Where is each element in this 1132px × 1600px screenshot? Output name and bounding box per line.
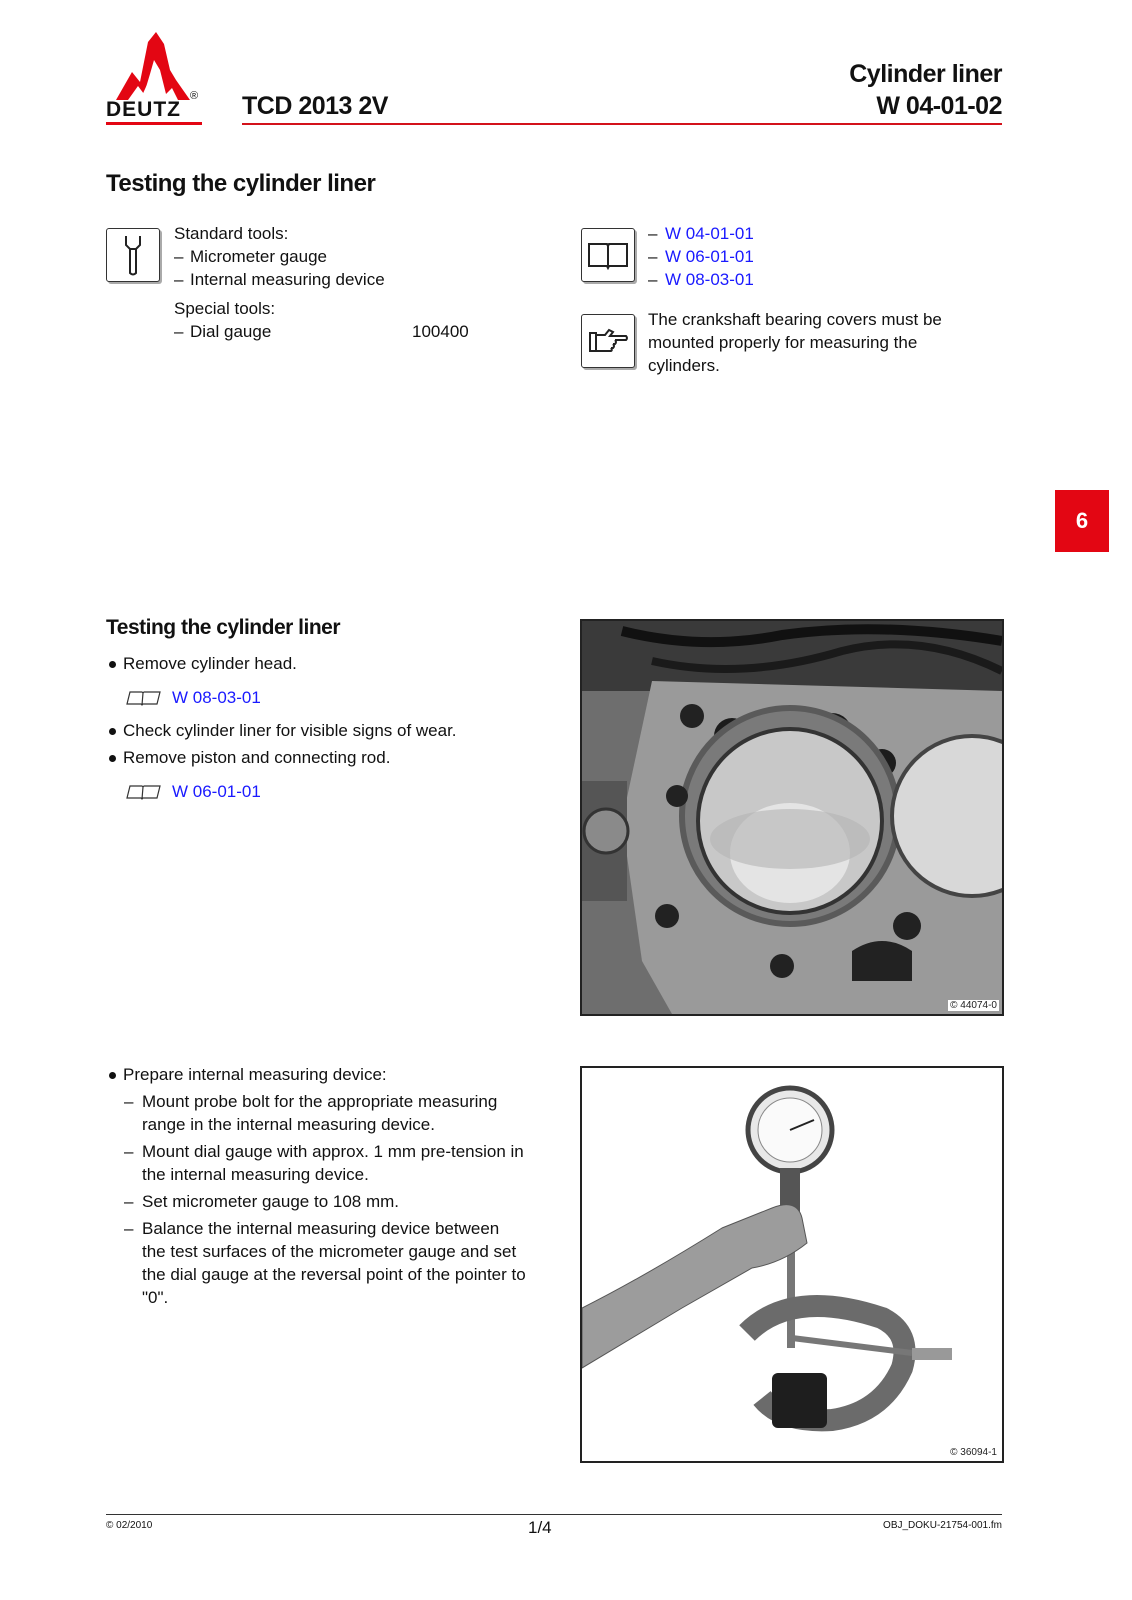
cylinder-block-photo: [580, 619, 1004, 1016]
section-title: Testing the cylinder liner: [106, 170, 376, 197]
topic-title: Cylinder liner: [849, 60, 1002, 88]
photo-caption: © 44074-0: [950, 1000, 997, 1011]
step2-subitem: – Mount probe bolt for the appropriate measuring range in the internal measuring device.: [124, 1090, 566, 1136]
measuring-device-illustration: [582, 1068, 1002, 1461]
footer-rule: [106, 1514, 1002, 1515]
wrench-icon: [116, 233, 150, 277]
step2-subitem: – Balance the internal measuring device between the test surfaces of the micrometer gauge and set the dial gauge at the reversal point of the pointer to "0".: [124, 1217, 566, 1309]
references-icon-box: [581, 228, 635, 282]
special-tools-heading: Special tools:: [174, 299, 276, 318]
footer-date: © 02/2010: [106, 1520, 153, 1531]
deutz-logo: [104, 30, 204, 126]
note-icon-box: [581, 314, 635, 368]
standard-tool-item: – Internal measuring device: [174, 268, 504, 291]
registered-mark: ®: [190, 90, 199, 102]
note-text: The crankshaft bearing covers must be mounted properly for measuring the cylinders.: [648, 310, 942, 375]
step2-bullet: Prepare internal measuring device:: [106, 1063, 566, 1086]
footer-filename: OBJ_DOKU-21754-001.fm: [883, 1520, 1002, 1531]
reference-item[interactable]: [648, 245, 754, 268]
special-tool-item: [174, 320, 504, 343]
step2-subitem: – Set micrometer gauge to 108 mm.: [124, 1190, 566, 1213]
step2-subitem: – Mount dial gauge with approx. 1 mm pre-tension in the internal measuring device.: [124, 1140, 566, 1186]
pointing-hand-icon: [587, 327, 629, 355]
step1-title: Testing the cylinder liner: [106, 616, 340, 639]
book-icon: [126, 783, 162, 801]
step1-bullet: Check cylinder liner for visible signs of wear.: [106, 719, 546, 742]
special-tool-number: 100400: [412, 322, 469, 341]
step1-bullet: Remove cylinder head.: [106, 652, 546, 675]
step1-reference[interactable]: [126, 780, 546, 803]
logo-wordmark: DEUTZ: [106, 98, 181, 121]
document-code: W 04-01-02: [876, 92, 1002, 120]
step1-bullet: Remove piston and connecting rod.: [106, 746, 546, 769]
reference-link[interactable]: W 04-01-01: [665, 224, 754, 243]
step1-instructions: [106, 652, 546, 803]
tools-list: [174, 222, 504, 343]
footer-page-number: 1/4: [528, 1518, 552, 1537]
book-icon: [587, 240, 629, 270]
reference-item[interactable]: [648, 222, 754, 245]
reference-link[interactable]: W 06-01-01: [665, 247, 754, 266]
book-icon: [126, 689, 162, 707]
chapter-tab[interactable]: 6: [1055, 490, 1109, 552]
step2-instructions: [106, 1063, 566, 1309]
reference-list: [648, 222, 754, 291]
tools-icon-box: [106, 228, 160, 282]
reference-link[interactable]: W 08-03-01: [172, 688, 261, 707]
reference-link[interactable]: W 06-01-01: [172, 782, 261, 801]
reference-link[interactable]: W 08-03-01: [665, 270, 754, 289]
standard-tool-item: – Micrometer gauge: [174, 245, 504, 268]
engine-model: TCD 2013 2V: [242, 92, 388, 120]
header-rule: [242, 123, 1002, 125]
cylinder-block-illustration: [582, 621, 1002, 1014]
standard-tools-heading: Standard tools:: [174, 224, 289, 243]
reference-item[interactable]: [648, 268, 754, 291]
step1-reference[interactable]: [126, 686, 546, 709]
special-tool-name: Dial gauge: [190, 322, 272, 341]
measuring-device-photo: [580, 1066, 1004, 1463]
photo-caption: © 36094-1: [950, 1447, 997, 1458]
